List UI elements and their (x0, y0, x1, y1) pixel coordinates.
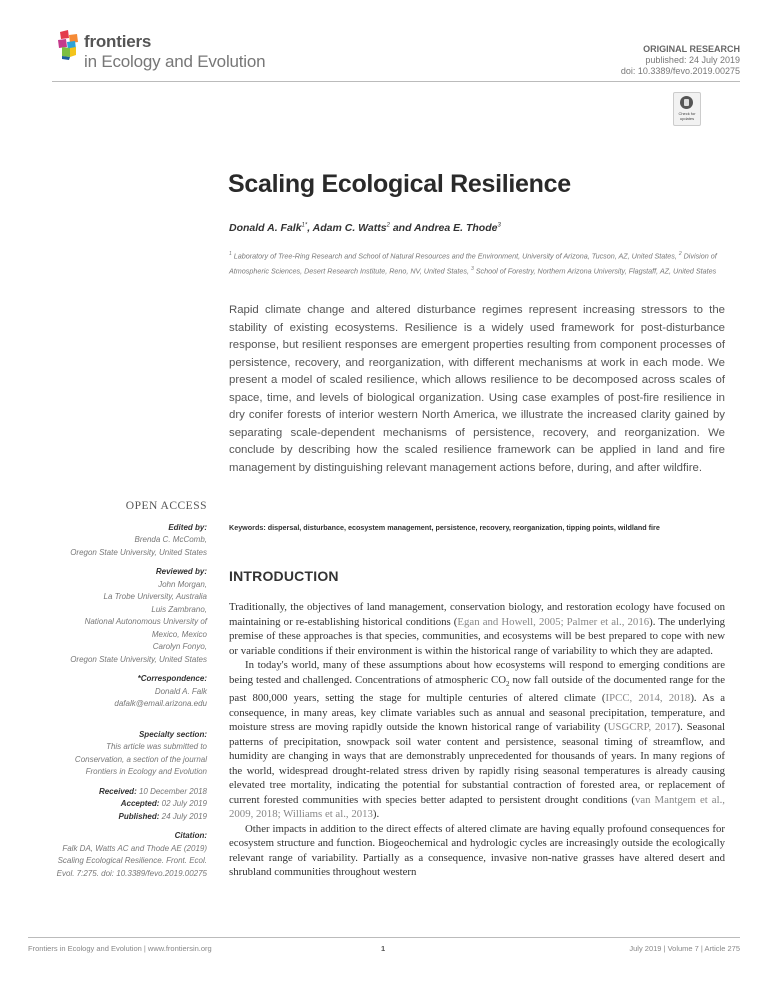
paragraph: Other impacts in addition to the direct effects of altered climate are having equally profound consequences for ecosystem structure and function. Biogeochemical and hydrologic cycles are increasingly outside the ecologically relevant range of variability. Partially as a consequence, invasive non-native grasses have altered desert and shrubland communities throughout western (229, 822, 725, 879)
affil-marker: 1 (229, 251, 232, 257)
check-for-updates-button[interactable] (673, 92, 701, 126)
keywords-label: Keywords: (229, 523, 266, 532)
citation-link[interactable]: USGCRP, 2017 (607, 721, 677, 734)
published-date (40, 811, 207, 824)
specialty-text: This article was submitted to Conservation, a section of the journal Frontiers in Ecology and Evolution (74, 742, 207, 776)
edited-by-label: Edited by: (168, 522, 207, 532)
logo-journal-name: in Ecology and Evolution (84, 52, 266, 71)
section-heading-introduction: INTRODUCTION (229, 568, 339, 584)
published-value: 24 July 2019 (159, 811, 207, 821)
keywords (229, 522, 725, 534)
reviewer-affiliation: Oregon State University, United States (70, 654, 207, 664)
citation-label: Citation: (174, 831, 207, 840)
body-text (229, 600, 725, 880)
reviewer-name[interactable]: Carolyn Fonyo, (152, 642, 207, 651)
editor-affiliation: Oregon State University, United States (70, 547, 207, 557)
reviewer-affiliation: National Autonomous University of Mexico, Mexico (84, 617, 207, 639)
abstract: Rapid climate change and altered disturbance regimes represent increasing stressors to the stability of existing ecosystems. Resilience is a widely used framework for post-disturbance response, but resilient responses are emergent properties resulting from component processes of persistence, recovery, and reorganization, with different mechanisms at work in each mode. We present a model of scaled resilience, which allows resilience to be decomposed across scales of space, time, and levels of biological organization. Using case examples of post-fire resilience in dry conifer forests of interior western North America, we illustrate the increased clarity gained by separating scale-dependent mechanisms of persistence, recovery, and reorganization. We conclude by describing how the scaled resilience framework can be applied in land and fire management by distinguishing relevant management actions before, during, and after wildfire. (229, 304, 725, 474)
open-access-label: OPEN ACCESS (125, 500, 207, 512)
affiliation: Laboratory of Tree-Ring Research and School of Natural Resources and the Environment, University of Arizona, Tucson, AZ, United States, (231, 251, 679, 261)
text: Traditionally, the objectives of land management, conservation biology, and restoration ecology have focused on maintaining or re-establishing historical conditions ( (229, 601, 725, 628)
author-list (229, 222, 501, 234)
accepted-value: 02 July 2019 (159, 799, 207, 808)
affil-marker: 3 (470, 265, 474, 272)
frontiers-logo-icon (56, 30, 82, 60)
article-title: Scaling Ecological Resilience (228, 170, 571, 198)
footer-divider (28, 937, 740, 938)
specialty-label: Specialty section: (138, 729, 207, 739)
text: ). The underlying premise of these approaches is that species, communities, and ecosystems will be best prepared to cope with new or variable conditions if their environment is within the historical range of variability to which they are adapted. (229, 615, 726, 657)
correspondence-label: *Correspondence: (137, 674, 207, 683)
text: now fall outside of the documented range for the past 800,000 years, setting the stage for multiple centuries of altered climate ( (229, 673, 725, 705)
edited-by (40, 522, 207, 560)
text: ). (372, 808, 380, 821)
author-affil-marker: 3 (497, 222, 501, 229)
correspondence-name: Donald A. Falk (154, 686, 207, 696)
citation-text: Falk DA, Watts AC and Thode AE (2019) Scaling Ecological Resilience. Front. Ecol. Evol. 7:275. doi: 10.3389/fevo.2019.00275 (56, 843, 207, 878)
footer-issue-info: July 2019 | Volume 7 | Article 275 (629, 944, 740, 953)
footer-journal-link[interactable]: Frontiers in Ecology and Evolution | www.frontiersin.org (28, 944, 212, 953)
author-affil-marker: 1* (301, 222, 308, 229)
author-name[interactable]: Adam C. Watts (312, 222, 387, 234)
bookmark-icon (680, 96, 693, 109)
affiliation: School of Forestry, Northern Arizona University, Flagstaff, AZ, United States (473, 266, 717, 276)
accepted-label: Accepted: (120, 799, 160, 808)
citation-link[interactable]: van Mantgem et al., 2009, 2018; Williams et al., 2013 (229, 793, 725, 821)
reviewer-affiliation: La Trobe University, Australia (103, 592, 207, 601)
article-info-sidebar (40, 500, 207, 887)
text: In today's world, many of these assumptions about how ecosystems will respond to emerging conditions are being tested and challenged. Concentrations of atmospheric CO (229, 659, 725, 686)
published-date: published: 24 July 2019 (645, 55, 740, 65)
correspondence-email[interactable]: dafalk@email.arizona.edu (114, 699, 207, 708)
reviewed-by (40, 566, 207, 666)
doi-link[interactable]: doi: 10.3389/fevo.2019.00275 (620, 66, 740, 76)
editor-name[interactable]: Brenda C. McComb, (134, 535, 207, 544)
author-name[interactable]: Andrea E. Thode (414, 222, 498, 234)
text: ). Seasonal patterns of precipitation, snowpack soil water content and persistence, seasonal timing of streamflow, and humidity are changing in ways that are demonstrably unprecedented for thousands of years. In many regions of the world, widespread drought-related stress driven by rapidly rising seasonal temperatures is already causing elevated tree mortality, indicating the potential for substantial contraction of forested area, or replacement of current forested communities with species better adapted to persistent drought conditions ( (229, 721, 725, 806)
received-date (40, 786, 207, 799)
affiliations (229, 248, 729, 278)
logo-brand: frontiers (84, 32, 152, 51)
received-label: Received: (98, 786, 137, 796)
header-divider (52, 81, 740, 82)
author-separator: and (389, 222, 415, 234)
text: ). As a consequence, in many areas, key climate variables such as annual and seasonal precipitation, temperature, and moisture stress are moving rapidly outside the known historical range of variability ( (229, 692, 725, 734)
article-meta-header (621, 44, 740, 77)
dates (40, 786, 207, 824)
page-number: 1 (381, 944, 386, 953)
reviewer-name[interactable]: Luis Zambrano, (151, 604, 207, 614)
affiliation: Division of Atmospheric Sciences, Desert Research Institute, Reno, NV, United States, (229, 251, 717, 276)
author-name[interactable]: Donald A. Falk (229, 222, 302, 234)
paragraph (229, 600, 725, 658)
specialty-section (40, 729, 207, 779)
author-affil-marker: 2 (386, 222, 390, 229)
paragraph (229, 658, 725, 822)
reviewer-name[interactable]: John Morgan, (158, 579, 207, 589)
published-label: Published: (118, 811, 160, 821)
affil-marker: 2 (678, 251, 682, 257)
author-separator: , (307, 222, 313, 234)
accepted-date (40, 798, 207, 811)
citation-link[interactable]: Egan and Howell, 2005; Palmer et al., 2016 (457, 615, 650, 628)
subscript: 2 (506, 679, 510, 688)
citation-link[interactable]: IPCC, 2014, 2018 (605, 692, 691, 705)
reviewed-by-label: Reviewed by: (155, 567, 207, 576)
correspondence (40, 673, 207, 711)
article-type: ORIGINAL RESEARCH (643, 44, 740, 54)
check-updates-label: Check for updates (678, 111, 696, 121)
received-value: 10 December 2018 (136, 786, 207, 796)
citation (40, 830, 207, 880)
keywords-list: dispersal, disturbance, ecosystem management, persistence, recovery, reorganization, tipping points, wildland fire (267, 523, 660, 532)
